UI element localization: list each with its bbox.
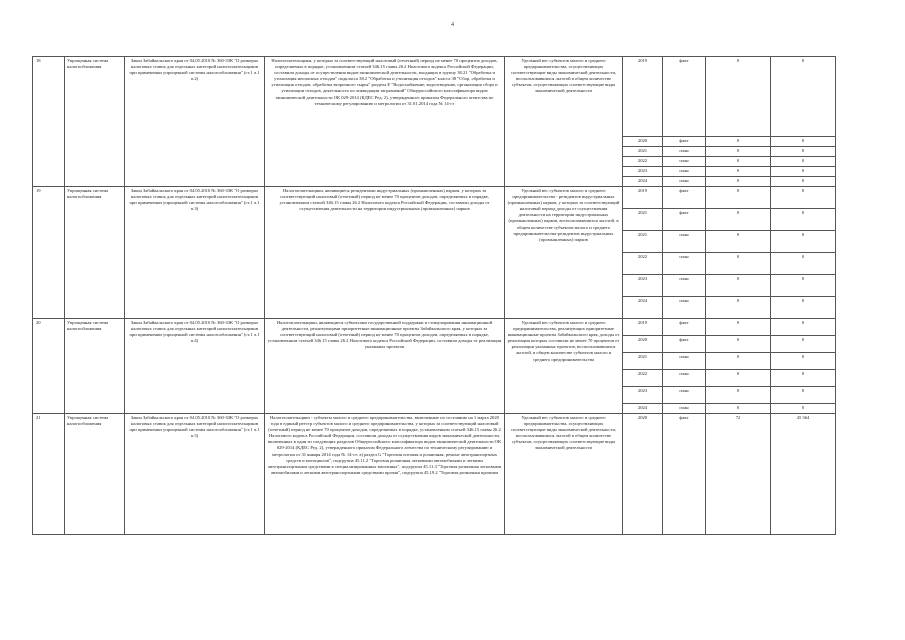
value-cell: 0 [706, 353, 771, 370]
row-number: 20 [33, 319, 65, 414]
value-type-cell: план [663, 167, 706, 177]
value-cell: 0 [706, 57, 771, 137]
value-type-cell: факт [663, 336, 706, 353]
year-cell: 2019 [623, 187, 663, 209]
year-cell: 2019 [623, 319, 663, 336]
year-cell: 2021 [623, 231, 663, 253]
value-type-cell: факт [663, 57, 706, 137]
year-cell: 2024 [623, 404, 663, 414]
value-cell: 0 [706, 147, 771, 157]
value-type-cell: план [663, 253, 706, 275]
indicator-description: Удельный вес субъектов малого и среднего предпринимательства, реализующих приоритетные инновационные проекты Забайкальского края, доходы от реализации которых составили не менее 70 процентов от реализации указанных проектов, воспользовавшихся льготой, в общем количестве субъектов малого и среднего предпринимательства [505, 319, 623, 414]
value-cell: 0 [706, 231, 771, 253]
year-cell: 2022 [623, 370, 663, 387]
value-cell: 0 [771, 404, 836, 414]
value-type-cell: план [663, 387, 706, 404]
indicator-description: Удельный вес субъектов малого и среднего предпринимательства, осуществляющих соответствующие виды экономической деятельности, воспользовавшихся льготой в общем количестве субъектов, осуществляющих соответствующие виды экономической деятельности [505, 414, 623, 535]
value-cell: 0 [771, 57, 836, 137]
value-type-cell: факт [663, 209, 706, 231]
value-cell: 0 [706, 387, 771, 404]
year-cell: 2023 [623, 387, 663, 404]
tax-name: Упрощенная система налогообложения [65, 57, 125, 187]
value-cell: 0 [771, 387, 836, 404]
value-cell: 0 [771, 319, 836, 336]
year-cell: 2021 [623, 353, 663, 370]
value-cell: 0 [706, 275, 771, 297]
value-cell: 0 [771, 187, 836, 209]
value-cell: 0 [771, 157, 836, 167]
value-type-cell: факт [663, 319, 706, 336]
row-number: 21 [33, 414, 65, 535]
indicator-description: Удельный вес субъектов малого и среднего предпринимательства - резидентов индустриальных (промышленных) парков, у которых за соответствующий налоговый период доходы от осуществления деятельности на территории индустриальных (промышленных) парков, воспользовавшихся льготой, в общем количестве субъектов малого и среднего предпринимательства-резидентов индустриальных (промышленных) парков [505, 187, 623, 319]
law-reference: Закон Забайкальского края от 04.05.2010 № 360-ЗЗК "О размерах налоговых ставок для отдельных категорий налогоплательщиков при применении упрощенной системы налогообложения" (ст.1 ч.1 п.5) [125, 414, 265, 535]
year-cell: 2021 [623, 147, 663, 157]
value-cell: 0 [771, 353, 836, 370]
value-type-cell: план [663, 177, 706, 187]
tax-benefits-table [32, 56, 836, 535]
law-reference: Закон Забайкальского края от 04.05.2010 № 360-ЗЗК "О размерах налоговых ставок для отдельных категорий налогоплательщиков при применении упрощенной системы налогообложения" (ст.1 ч.1 п.2) [125, 57, 265, 187]
value-cell: 0 [771, 297, 836, 319]
recipients-description: Налогоплательщики, у которых за соответствующий налоговый (отчетный) период не менее 70 процентов доходов, определяемых в порядке, установленном статьей 346.15 главы 26.2 Налогового кодекса Российской Федерации, составили доходы от осуществления видов экономической деятельности, входящих в группу 38.21 "Обработка и утилизация неопасных отходов" подкласса 38.2 "Обработка и утилизация отходов" класса 38 "Сбор, обработка и утилизация отходов, обработка вторичного сырья" раздела E "Водоснабжение; водоотведение, организация сбора и утилизации отходов, деятельность по ликвидации загрязнений" Общероссийского классификатора видов экономической деятельности ОК 029-2014 (КДЕС Ред. 2), утвержденного приказом Федерального агентства по техническому регулированию и метрологии от 31.01.2014 года № 14-ст [265, 57, 505, 187]
value-cell: 0 [706, 319, 771, 336]
value-cell: 0 [771, 167, 836, 177]
value-type-cell: план [663, 147, 706, 157]
year-cell: 2023 [623, 167, 663, 177]
value-cell: 0 [706, 370, 771, 387]
value-cell: 0 [771, 147, 836, 157]
value-cell: 0 [706, 177, 771, 187]
value-cell: 0 [706, 209, 771, 231]
value-cell: 0 [706, 157, 771, 167]
value-type-cell: план [663, 353, 706, 370]
indicator-description: Удельный вес субъектов малого и среднего предпринимательства, осуществляющих соответствующие виды экономической деятельности, воспользовавшихся льготой в общем количестве субъектов, осуществляющих соответствующие виды экономической деятельности [505, 57, 623, 187]
value-cell: 0 [706, 137, 771, 147]
tax-name: Упрощенная система налогообложения [65, 319, 125, 414]
value-cell: 0 [771, 137, 836, 147]
value-type-cell: план [663, 157, 706, 167]
value-cell: 0 [706, 187, 771, 209]
law-reference: Закон Забайкальского края от 04.05.2010 № 360-ЗЗК "О размерах налоговых ставок для отдельных категорий налогоплательщиков при применении упрощенной системы налогообложения" (ст.1 ч.1 п.4) [125, 319, 265, 414]
year-cell: 2020 [623, 137, 663, 147]
recipients-description: Налогоплательщики, являющиеся субъектами государственной поддержки и стимулирования инновационной деятельности, реализующими приоритетные инновационные проекты Забайкальского края, у которых за соответствующий налоговый (отчетный) период не менее 70 процентов доходов, определяемых в порядке, установленном статьей 346.15 главы 26.2 Налогового кодекса Российской Федерации, составили доходы от реализации указанных проектов [265, 319, 505, 414]
value-cell: 0 [771, 253, 836, 275]
value-type-cell: план [663, 275, 706, 297]
table-row [33, 187, 836, 209]
tax-name: Упрощенная система налогообложения [65, 187, 125, 319]
value-cell: 0 [771, 177, 836, 187]
year-cell: 2020 [623, 336, 663, 353]
year-cell: 2024 [623, 297, 663, 319]
page-number: 4 [451, 22, 454, 28]
row-number: 19 [33, 187, 65, 319]
recipients-description: Налогоплательщики - субъекты малого и среднего предпринимательства, включенные по состоянию на 1 марта 2020 года в единый реестр субъектов малого и среднего предпринимательства, у которых за соответствующий налоговый (отчетный) период не менее 70 процентов доходов, определяемых в порядке, установленном статьей 346.15 главы 26.2 Налогового кодекса Российской Федерации, составили доходы от осуществления видов экономической деятельности, включенных в один из следующих разделов Общероссийского классификатора видов экономической деятельности ОК 029-2014 (КДЕС Ред. 2), утвержденного приказом Федерального агентства по техническому регулированию и метрологии от 31 января 2014 года № 14-ст: а) раздел G "Торговля оптовая и розничная; ремонт автотранспортных средств и мотоциклов", подгруппа 45.11.2 "Торговля розничная легковыми автомобилями и легкими автотранспортными средствами в специализированных магазинах", подгруппа 45.11.3 "Торговля розничная легковыми автомобилями и легкими автотранспортными средствами прочая", подгруппа 45.19.2 "Торговля розничная прочими [267, 415, 502, 475]
value-cell: 0 [771, 209, 836, 231]
value-cell: 0 [771, 336, 836, 353]
year-cell: 2019 [623, 57, 663, 137]
value-cell: 0 [771, 370, 836, 387]
value-cell: 0 [771, 231, 836, 253]
value-type-cell: факт [663, 414, 706, 535]
law-reference: Закон Забайкальского края от 04.05.2010 № 360-ЗЗК "О размерах налоговых ставок для отдельных категорий налогоплательщиков при применении упрощенной системы налогообложения" (ст.1 ч.1 п.3) [125, 187, 265, 319]
value-type-cell: план [663, 297, 706, 319]
value-type-cell: факт [663, 187, 706, 209]
tax-name: Упрощенная система налогообложения [65, 414, 125, 535]
value-cell: 45 364 [771, 414, 836, 535]
value-cell: 0 [706, 336, 771, 353]
value-cell: 0 [706, 297, 771, 319]
recipients-cell [265, 414, 505, 535]
table-row [33, 57, 836, 137]
value-cell: 0 [706, 253, 771, 275]
row-number: 18 [33, 57, 65, 187]
year-cell: 2022 [623, 253, 663, 275]
value-type-cell: план [663, 404, 706, 414]
value-type-cell: факт [663, 137, 706, 147]
year-cell: 2024 [623, 177, 663, 187]
value-type-cell: план [663, 231, 706, 253]
year-cell: 2023 [623, 275, 663, 297]
table-row [33, 414, 836, 535]
year-cell: 2020 [623, 414, 663, 535]
value-type-cell: план [663, 370, 706, 387]
year-cell: 2022 [623, 157, 663, 167]
value-cell: 0 [706, 404, 771, 414]
table-row [33, 319, 836, 336]
value-cell: 0 [706, 167, 771, 177]
value-cell: 0 [771, 275, 836, 297]
recipients-description: Налогоплательщики, являющиеся резидентами индустриальных (промышленных) парков, у которых за соответствующий налоговый (отчетный) период не менее 70 процентов доходов, определяемых в порядке, установленном статьей 346.15 главы 26.2 Налогового кодекса Российской Федерации, составили доходы от осуществления деятельности на территории индустриальных (промышленных) парков [265, 187, 505, 319]
year-cell: 2021 [623, 209, 663, 231]
value-cell: 72 [706, 414, 771, 535]
